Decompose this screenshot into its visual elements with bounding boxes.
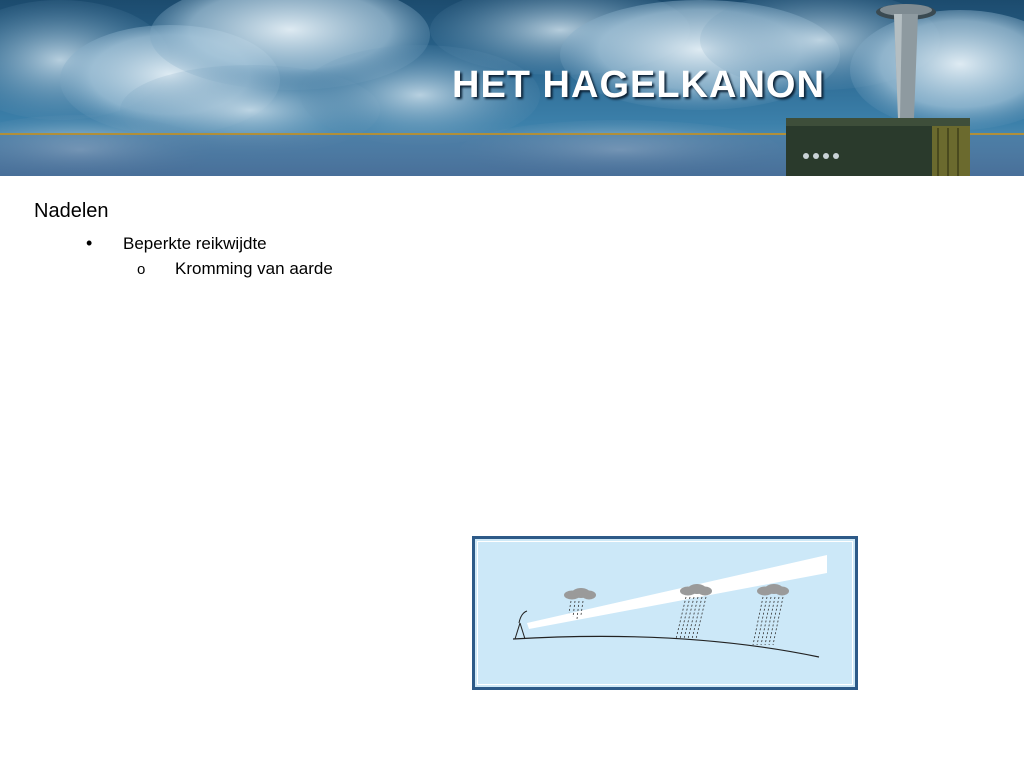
cannon-icon — [515, 611, 527, 639]
bullet-item-beperkte-reikwijdte — [86, 233, 267, 254]
subbullet-label: Kromming van aarde — [175, 259, 333, 278]
subbullet-item-kromming-van-aarde — [137, 259, 333, 279]
bullet-label: Beperkte reikwijdte — [123, 234, 267, 253]
subbullet-marker: o — [137, 261, 146, 278]
diagram-illustration — [475, 539, 855, 687]
slide-title: HET HAGELKANON — [452, 64, 825, 106]
header-banner — [0, 0, 1024, 176]
bullet-marker: • — [86, 233, 93, 253]
earth-curvature-diagram — [472, 536, 858, 690]
earth-surface-curve — [513, 636, 819, 657]
rain-cloud-icon — [676, 584, 712, 639]
heading-nadelen: Nadelen — [34, 200, 109, 222]
rain-cloud-icon — [753, 584, 789, 645]
